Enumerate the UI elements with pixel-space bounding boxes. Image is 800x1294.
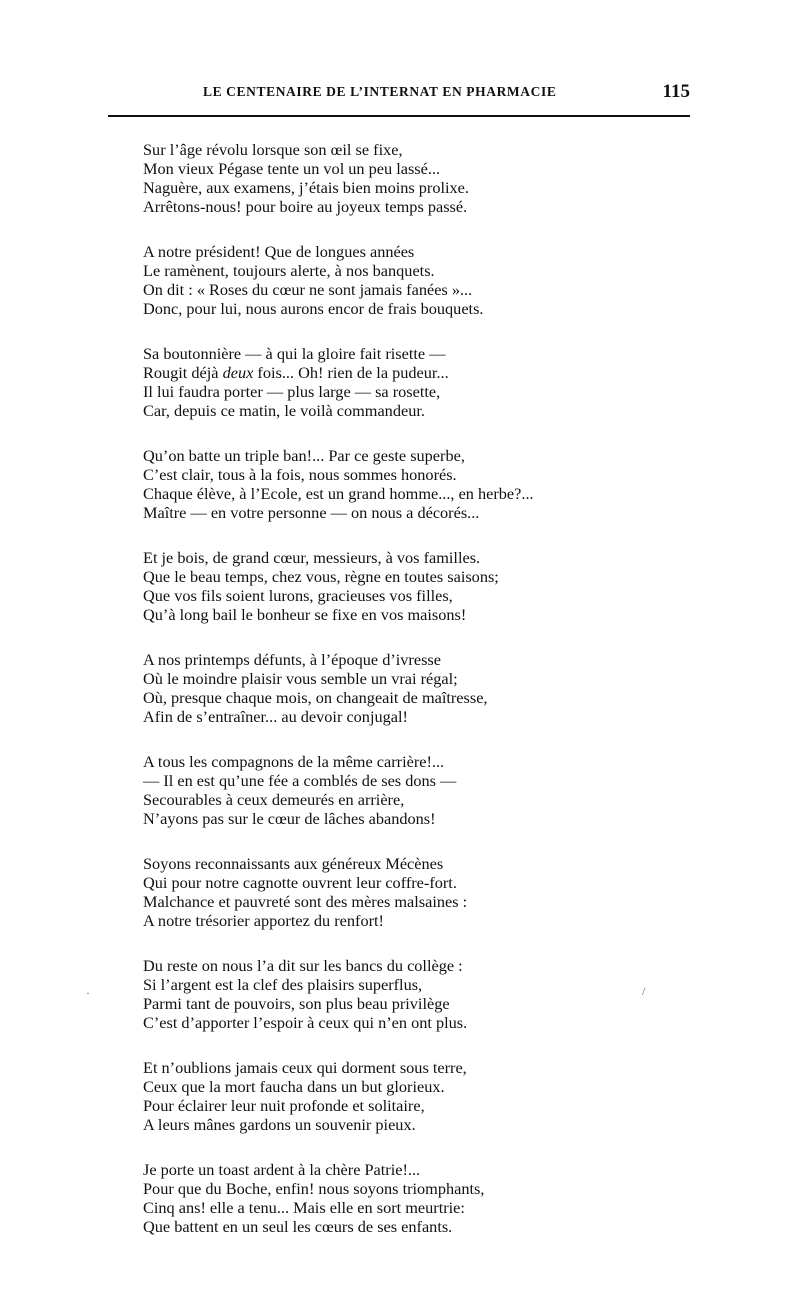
verse-line: On dit : « Roses du cœur ne sont jamais fanées »... [143, 280, 473, 299]
stanza [143, 1160, 663, 1236]
verse-line: Où le moindre plaisir vous semble un vrai régal; [143, 669, 458, 688]
poem [143, 140, 663, 1262]
page-number: 115 [662, 81, 690, 102]
verse-line: Qui pour notre cagnotte ouvrent leur coffre-fort. [143, 873, 457, 892]
verse-line: Mon vieux Pégase tente un vol un peu lassé... [143, 159, 441, 178]
verse-line: — Il en est qu’une fée a comblés de ses dons — [143, 771, 457, 790]
verse-line: Où, presque chaque mois, on changeait de maîtresse, [143, 688, 488, 707]
verse-line: Et je bois, de grand cœur, messieurs, à vos familles. [143, 548, 481, 567]
verse-line: Et n’oublions jamais ceux qui dorment sous terre, [143, 1058, 467, 1077]
verse-line: Le ramènent, toujours alerte, à nos banquets. [143, 261, 435, 280]
verse-line: A notre président! Que de longues années [143, 242, 415, 261]
stanza [143, 752, 663, 828]
verse-line: Malchance et pauvreté sont des mères malsaines : [143, 892, 468, 911]
verse-line: Car, depuis ce matin, le voilà commandeur. [143, 401, 425, 420]
verse-line: N’ayons pas sur le cœur de lâches abandons! [143, 809, 436, 828]
verse-line: A leurs mânes gardons un souvenir pieux. [143, 1115, 416, 1134]
verse-line: A notre trésorier apportez du renfort! [143, 911, 384, 930]
verse-line: Que le beau temps, chez vous, règne en toutes saisons; [143, 567, 499, 586]
verse-line: A tous les compagnons de la même carrière!... [143, 752, 445, 771]
verse-line: Ceux que la mort faucha dans un but glorieux. [143, 1077, 445, 1096]
stanza [143, 140, 663, 216]
verse-line: C’est clair, tous à la fois, nous sommes honorés. [143, 465, 457, 484]
verse-line: Maître — en votre personne — on nous a décorés... [143, 503, 480, 522]
verse-line: Du reste on nous l’a dit sur les bancs du collège : [143, 956, 463, 975]
stanza [143, 854, 663, 930]
verse-line: Soyons reconnaissants aux généreux Mécènes [143, 854, 444, 873]
verse-line: Rougit déjà deux fois... Oh! rien de la pudeur... [143, 363, 449, 382]
verse-line: Que battent en un seul les cœurs de ses enfants. [143, 1217, 453, 1236]
verse-line: Qu’on batte un triple ban!... Par ce geste superbe, [143, 446, 465, 465]
verse-line: C’est d’apporter l’espoir à ceux qui n’en ont plus. [143, 1013, 468, 1032]
page-header [108, 81, 690, 112]
stanza [143, 650, 663, 726]
stanza [143, 344, 663, 420]
verse-line: Sa boutonnière — à qui la gloire fait risette — [143, 344, 446, 363]
stanza [143, 956, 663, 1032]
verse-line: Cinq ans! elle a tenu... Mais elle en sort meurtrie: [143, 1198, 465, 1217]
verse-line: Pour que du Boche, enfin! nous soyons triomphants, [143, 1179, 485, 1198]
verse-line: Je porte un toast ardent à la chère Patrie!... [143, 1160, 421, 1179]
verse-line: Donc, pour lui, nous aurons encor de frais bouquets. [143, 299, 484, 318]
verse-line: Naguère, aux examens, j’étais bien moins prolixe. [143, 178, 469, 197]
verse-line: Sur l’âge révolu lorsque son œil se fixe, [143, 140, 403, 159]
verse-line: Si l’argent est la clef des plaisirs superflus, [143, 975, 423, 994]
header-rule [108, 115, 690, 117]
verse-line: Parmi tant de pouvoirs, son plus beau privilège [143, 994, 450, 1013]
verse-line: Afin de s’entraîner... au devoir conjugal! [143, 707, 408, 726]
stanza [143, 548, 663, 624]
verse-line: Il lui faudra porter — plus large — sa rosette, [143, 382, 441, 401]
stanza [143, 242, 663, 318]
verse-line: Arrêtons-nous! pour boire au joyeux temps passé. [143, 197, 468, 216]
verse-line: Pour éclairer leur nuit profonde et solitaire, [143, 1096, 425, 1115]
running-title: LE CENTENAIRE DE L’INTERNAT EN PHARMACIE [203, 84, 557, 99]
stanza [143, 446, 663, 522]
verse-line: Que vos fils soient lurons, gracieuses vos filles, [143, 586, 453, 605]
verse-line: Chaque élève, à l’Ecole, est un grand homme..., en herbe?... [143, 484, 534, 503]
verse-line: Qu’à long bail le bonheur se fixe en vos maisons! [143, 605, 467, 624]
verse-line: A nos printemps défunts, à l’époque d’ivresse [143, 650, 441, 669]
verse-line: Secourables à ceux demeurés en arrière, [143, 790, 405, 809]
stanza [143, 1058, 663, 1134]
margin-speck: / [642, 984, 646, 998]
margin-speck: · [86, 986, 90, 1000]
